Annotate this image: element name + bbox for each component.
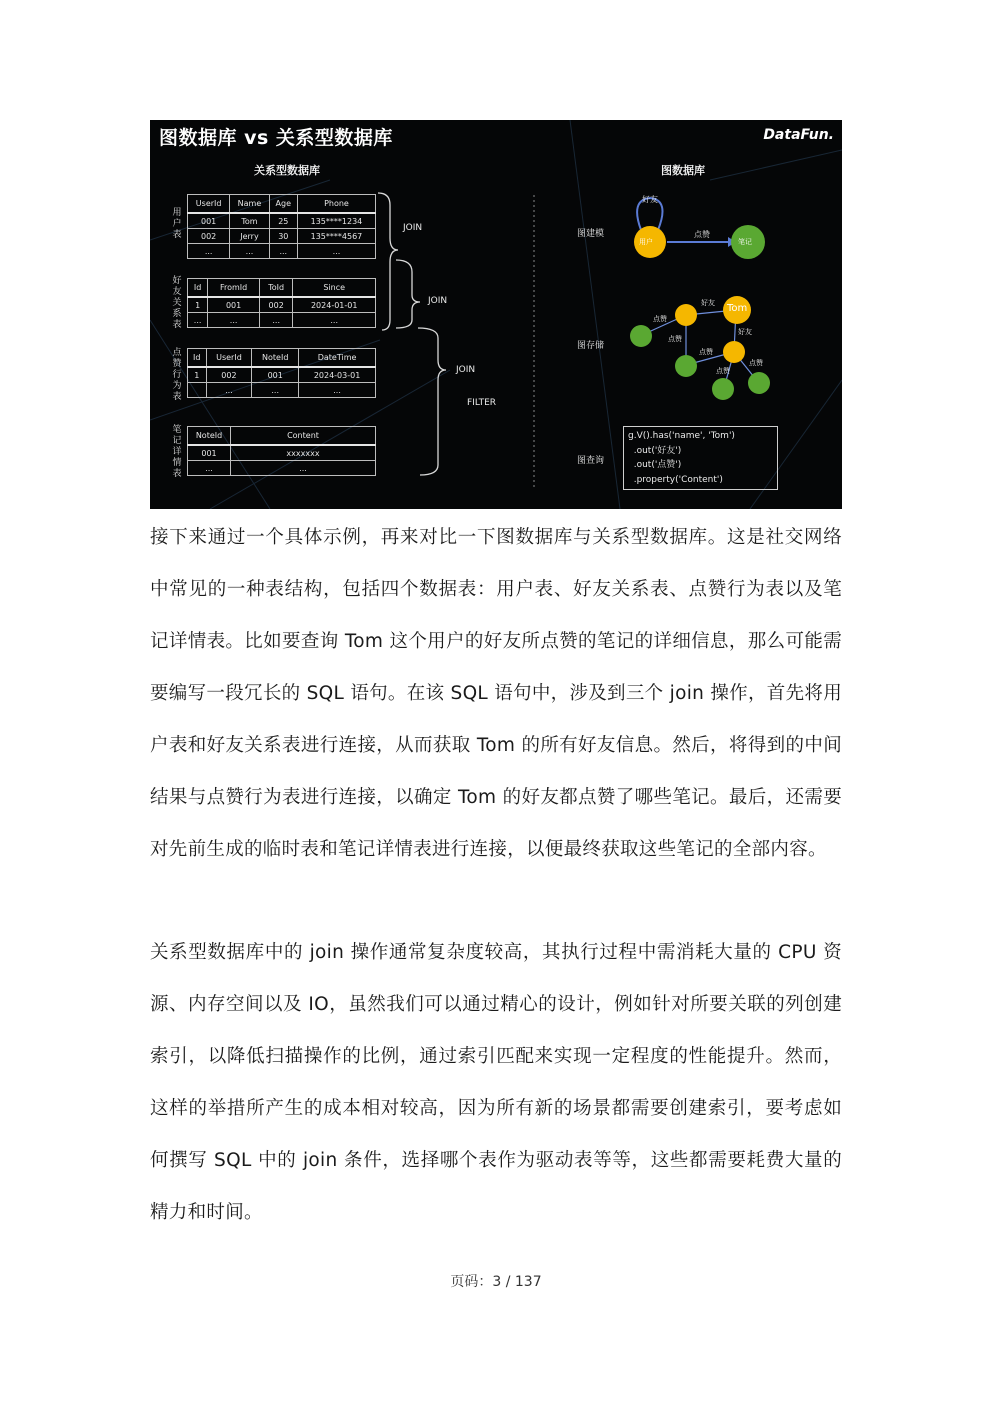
cell: ... <box>269 244 297 259</box>
cell: ... <box>188 244 230 259</box>
th: UserId <box>188 195 230 214</box>
th: Phone <box>297 195 375 214</box>
relational-header: 关系型数据库 <box>254 164 320 177</box>
store-edge-label: 点赞 <box>749 359 763 367</box>
gremlin-query-box <box>623 426 778 490</box>
cell: 001 <box>252 367 299 383</box>
cell: Tom <box>230 213 269 229</box>
graph-query-label: 图查询 <box>577 456 605 466</box>
query-line: .property('Content') <box>628 474 723 485</box>
page-footer: 页码：3 / 137 <box>450 1274 542 1290</box>
cell: 002 <box>188 229 230 244</box>
friend-table-label: 好友关系表 <box>172 276 182 330</box>
friend-table <box>187 278 376 328</box>
store-edge-label: 好友 <box>738 328 752 336</box>
th: UserId <box>206 349 252 368</box>
datafun-logo: DataFun. <box>763 127 834 143</box>
cell: 25 <box>269 213 297 229</box>
store-tom-node-label: Tom <box>727 303 748 314</box>
th: ToId <box>259 279 292 298</box>
cell: ... <box>297 244 375 259</box>
graph-header: 图数据库 <box>661 164 705 177</box>
model-friend-edge-label: 好友 <box>642 195 658 204</box>
cell: 135****1234 <box>297 213 375 229</box>
join-braces <box>378 193 446 475</box>
cell: ... <box>259 313 292 328</box>
join-label-2: JOIN <box>428 296 448 306</box>
paragraph-text: 接下来通过一个具体示例，再来对比一下图数据库与关系型数据库。这是社交网络中常见的一种表结构，包括四个数据表：用户表、好友关系表、点赞行为表以及笔记详情表。比如要查询 Tom 这个用户的好友所点赞的笔记的详细信息，那么可能需要编写一段冗长的 SQL 语句。在该 SQL 语句中，涉及到三个 join 操作，首先将用户表和好友关系表进行连接，从而获取 Tom 的所有好友信息。然后，将得到的中间结果与点赞行为表进行连接，以确定 Tom 的好友都点赞了哪些笔记。最后，还需要对先前生成的临时表和笔记详情表进行连接，以便最终获取这些笔记的全部内容。 <box>150 527 842 860</box>
cell: 001 <box>208 297 260 313</box>
cell: 001 <box>188 445 231 461</box>
join-label-3: JOIN <box>456 365 476 375</box>
user-table <box>187 194 376 259</box>
th: DateTime <box>299 349 376 368</box>
cell: ... <box>208 313 260 328</box>
note-table-label: 笔记详情表 <box>172 425 182 479</box>
query-line: g.V().has('name', 'Tom') <box>628 431 735 441</box>
query-line: .out('好友') <box>628 445 682 456</box>
cell: 2024-01-01 <box>293 297 376 313</box>
cell: 001 <box>188 213 230 229</box>
th: Since <box>293 279 376 298</box>
th: Name <box>230 195 269 214</box>
cell: ... <box>188 461 231 476</box>
like-table-label: 点赞行为表 <box>172 348 182 402</box>
cell: ... <box>206 383 252 398</box>
cell <box>188 383 207 398</box>
th: Id <box>188 279 208 298</box>
graph-modeling-label: 图建模 <box>577 229 605 239</box>
cell: ... <box>252 383 299 398</box>
cell: 135****4567 <box>297 229 375 244</box>
th: NoteId <box>188 427 231 446</box>
user-table-label: 用户表 <box>172 208 182 240</box>
store-edge-label: 点赞 <box>716 367 730 375</box>
paragraph-text: 关系型数据库中的 join 操作通常复杂度较高，其执行过程中需消耗大量的 CPU 资源、内存空间以及 IO，虽然我们可以通过精心的设计，例如针对所要关联的列创建索引，以降低扫描操作的比例，通过索引匹配来实现一定程度的性能提升。然而，这样的举措所产生的成本相对较高，因为所有新的场景都需要创建索引，要考虑如何撰写 SQL 中的 join 条件，选择哪个表作为驱动表等等，这些都需要耗费大量的精力和时间。 <box>150 942 842 1223</box>
query-line: .out('点赞') <box>628 460 682 470</box>
th: Content <box>231 427 376 446</box>
cell: ... <box>293 313 376 328</box>
th: NoteId <box>252 349 299 368</box>
cell: ... <box>299 383 376 398</box>
graph-storage-label: 图存储 <box>577 341 605 351</box>
th: FromId <box>208 279 260 298</box>
store-edge-label: 点赞 <box>699 348 713 356</box>
cell: ... <box>230 244 269 259</box>
cell: 002 <box>259 297 292 313</box>
store-edge-label: 点赞 <box>653 315 667 323</box>
paragraph-1 <box>150 512 842 876</box>
cell: 1 <box>188 367 207 383</box>
cell: 1 <box>188 297 208 313</box>
paragraph-2 <box>150 927 842 1239</box>
like-table <box>187 348 376 398</box>
cell: 002 <box>206 367 252 383</box>
cell: Jerry <box>230 229 269 244</box>
model-like-edge-label: 点赞 <box>694 230 710 239</box>
th: Id <box>188 349 207 368</box>
filter-label: FILTER <box>467 398 497 408</box>
th: Age <box>269 195 297 214</box>
store-edge-label: 点赞 <box>668 335 682 343</box>
cell: ... <box>188 313 208 328</box>
comparison-slide-image <box>150 120 842 509</box>
join-label-1: JOIN <box>403 223 423 233</box>
model-note-node-label: 笔记 <box>738 238 752 246</box>
note-table <box>187 426 376 476</box>
model-user-node-label: 用户 <box>639 238 653 246</box>
store-edge-label: 好友 <box>701 299 715 307</box>
cell: 2024-03-01 <box>299 367 376 383</box>
slide-title: 图数据库 vs 关系型数据库 <box>159 127 393 149</box>
cell: 30 <box>269 229 297 244</box>
cell: xxxxxxx <box>231 445 376 461</box>
cell: ... <box>231 461 376 476</box>
